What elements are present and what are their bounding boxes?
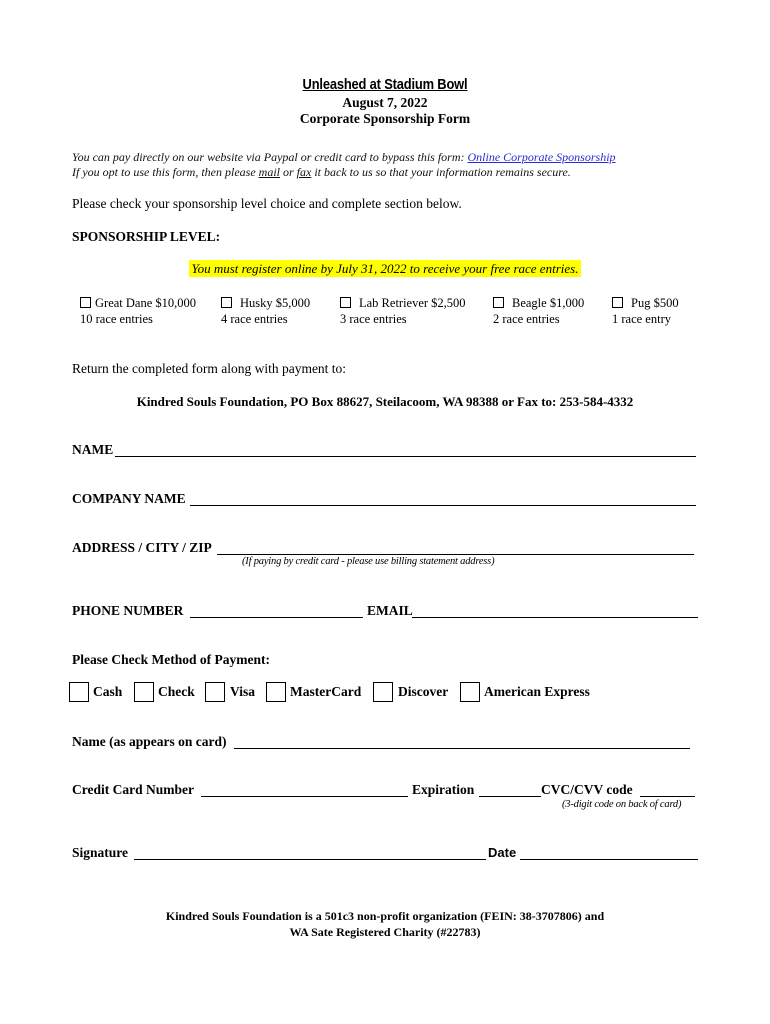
check-label: Check [158, 684, 195, 699]
name-field[interactable] [115, 456, 696, 457]
level-great-dane[interactable]: Great Dane $10,000 10 race entries [80, 296, 197, 326]
cash-checkbox[interactable] [69, 682, 89, 702]
mailing-address: Kindred Souls Foundation, PO Box 88627, Steilacoom, WA 98388 or Fax to: 253-584-4332 [136, 394, 634, 409]
beagle-checkbox[interactable] [493, 297, 504, 308]
company-label: COMPANY NAME [72, 491, 186, 506]
level-entries: 1 race entry [612, 312, 671, 326]
cvc-note: (3-digit code on back of card) [562, 799, 682, 810]
check-checkbox[interactable] [134, 682, 154, 702]
level-pug[interactable]: Pug $500 1 race entry [612, 296, 679, 326]
phone-label: PHONE NUMBER [72, 603, 184, 618]
cvc-label: CVC/CVV code [541, 782, 633, 797]
husky-checkbox[interactable] [221, 297, 232, 308]
cvc-field[interactable] [640, 796, 695, 797]
date-label: Date [488, 845, 517, 860]
mail-link: mail [258, 165, 280, 179]
company-field[interactable] [190, 505, 696, 506]
name-label: NAME [72, 442, 114, 457]
level-entries: 2 race entries [493, 312, 560, 326]
email-field[interactable] [412, 617, 698, 618]
email-label: EMAIL [367, 603, 413, 618]
return-instruction: Return the completed form along with payment to: [72, 361, 347, 376]
intro-line-1: You can pay directly on our website via Paypal or credit card to bypass this form: Online Corporate Sponsorship [72, 150, 616, 164]
deadline-note: You must register online by July 31, 2022 to receive your free race entries. [189, 260, 582, 277]
online-sponsorship-link[interactable]: Online Corporate Sponsorship [467, 150, 616, 164]
mastercard-label: MasterCard [290, 684, 362, 699]
date-field[interactable] [520, 859, 698, 860]
cash-label: Cash [93, 684, 123, 699]
lab-retriever-checkbox[interactable] [340, 297, 351, 308]
form-title: Unleashed at Stadium Bowl [302, 76, 468, 93]
pug-checkbox[interactable] [612, 297, 623, 308]
level-entries: 3 race entries [340, 312, 407, 326]
fax-link: fax [296, 165, 312, 179]
visa-checkbox[interactable] [205, 682, 225, 702]
address-field[interactable] [217, 554, 694, 555]
level-entries: 10 race entries [80, 312, 153, 326]
address-label: ADDRESS / CITY / ZIP [72, 540, 212, 555]
instruction-text: Please check your sponsorship level choice and complete section below. [72, 196, 462, 211]
form-subtitle: Corporate Sponsorship Form [299, 111, 471, 126]
american-express-checkbox[interactable] [460, 682, 480, 702]
address-note: (If paying by credit card - please use billing statement address) [242, 556, 495, 567]
signature-label: Signature [72, 845, 129, 860]
level-beagle[interactable]: Beagle $1,000 2 race entries [493, 296, 585, 326]
great-dane-checkbox[interactable] [80, 297, 91, 308]
discover-label: Discover [398, 684, 449, 699]
event-date: August 7, 2022 [342, 95, 428, 110]
card-number-label: Credit Card Number [72, 782, 194, 797]
expiration-field[interactable] [479, 796, 541, 797]
name-on-card-label: Name (as appears on card) [72, 734, 227, 749]
level-entries: 4 race entries [221, 312, 288, 326]
footer-line-2: WA Sate Registered Charity (#22783) [289, 925, 481, 939]
visa-label: Visa [230, 684, 256, 699]
footer-line-1: Kindred Souls Foundation is a 501c3 non-profit organization (FEIN: 38-3707806) and [165, 909, 605, 923]
phone-field[interactable] [190, 617, 363, 618]
name-on-card-field[interactable] [234, 748, 690, 749]
card-number-field[interactable] [201, 796, 408, 797]
expiration-label: Expiration [412, 782, 475, 797]
sponsorship-heading: SPONSORSHIP LEVEL: [72, 229, 221, 244]
level-husky[interactable]: Husky $5,000 4 race entries [221, 296, 311, 326]
discover-checkbox[interactable] [373, 682, 393, 702]
american-express-label: American Express [484, 684, 590, 699]
level-lab-retriever[interactable]: Lab Retriever $2,500 3 race entries [340, 296, 466, 326]
payment-heading: Please Check Method of Payment: [72, 652, 270, 667]
mastercard-checkbox[interactable] [266, 682, 286, 702]
signature-field[interactable] [134, 859, 486, 860]
intro-line-2: If you opt to use this form, then please mail or fax it back to us so that your information remains secure. [72, 165, 571, 179]
